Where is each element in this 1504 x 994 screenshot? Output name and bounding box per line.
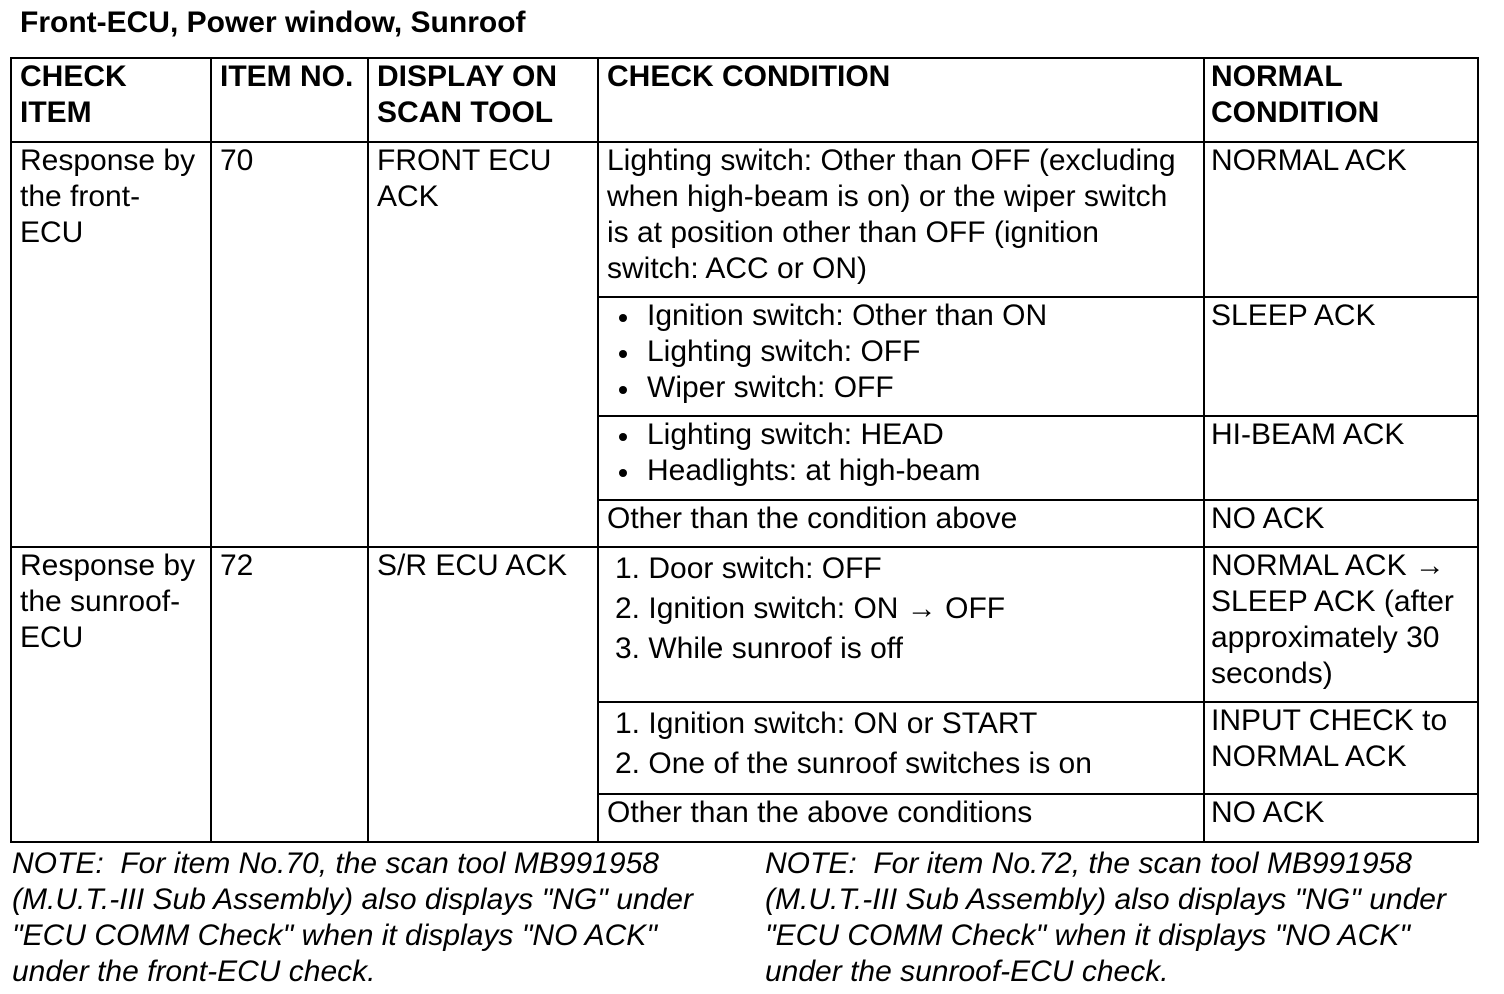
cell-text-line: NORMAL ACK	[1211, 740, 1407, 773]
condition-cell	[599, 298, 1203, 415]
cell-text-line: FRONT ECU	[377, 144, 552, 177]
cell-text-line: ACK	[377, 180, 439, 213]
header-check-condition	[599, 59, 1203, 141]
numbered-steps	[607, 548, 1195, 669]
header-text-line: ITEM NO.	[220, 60, 354, 93]
bullet-item	[607, 453, 1195, 489]
header-text-line: CHECK	[20, 60, 127, 93]
step-item: 1. Ignition switch: ON or START	[615, 707, 1038, 740]
step-item: 3. While sunroof is off	[615, 632, 903, 665]
bullet-text: Lighting switch: HEAD	[647, 418, 944, 451]
note-line: "ECU COMM Check" when it displays "NO ACK"	[12, 919, 657, 952]
cell-text-line: when high-beam is on) or the wiper switch	[607, 180, 1168, 213]
cell-text-line: approximately 30	[1211, 621, 1440, 654]
cell-text-line: SLEEP ACK (after	[1211, 585, 1454, 618]
bullet-item	[607, 334, 1195, 370]
display-cell	[369, 548, 597, 841]
note-line: "ECU COMM Check" when it displays "NO ACK"	[765, 919, 1410, 952]
note-line: (M.U.T.-III Sub Assembly) also displays "NG" under	[765, 883, 1446, 916]
header-text-line: CONDITION	[1211, 96, 1380, 129]
cell-text-line: NORMAL ACK	[1211, 144, 1407, 177]
cell-text-line: is at position other than OFF (ignition	[607, 216, 1099, 249]
header-text-line: NORMAL	[1211, 60, 1343, 93]
note-line: under the front-ECU check.	[12, 955, 376, 988]
normal-condition-cell	[1205, 795, 1477, 841]
bullet-text: Lighting switch: OFF	[647, 335, 921, 368]
header-text-line: DISPLAY ON	[377, 60, 558, 93]
normal-condition-cell	[1205, 501, 1477, 546]
bullet-item	[607, 370, 1195, 406]
item-no-cell	[212, 143, 367, 546]
condition-cell	[599, 501, 1203, 546]
header-text-line: CHECK CONDITION	[607, 60, 891, 93]
condition-cell	[599, 143, 1203, 296]
cell-text-line: Response by	[20, 144, 196, 177]
bullet-text: Headlights: at high-beam	[647, 454, 981, 487]
bullet-icon	[619, 386, 627, 394]
note-line: NOTE: For item No.72, the scan tool MB991958	[765, 847, 1412, 880]
note-line: under the sunroof-ECU check.	[765, 955, 1169, 988]
bullet-icon	[619, 469, 627, 477]
item-no-cell	[212, 548, 367, 841]
note-line: NOTE: For item No.70, the scan tool MB991958	[12, 847, 659, 880]
cell-text-line: 70	[220, 144, 254, 177]
bullet-icon	[619, 433, 627, 441]
bullet-item	[607, 417, 1195, 453]
header-text-line: ITEM	[20, 96, 92, 129]
check-table	[10, 57, 1479, 843]
cell-text-line: 72	[220, 549, 254, 582]
condition-cell	[599, 548, 1203, 701]
cell-text-line: HI-BEAM ACK	[1211, 418, 1405, 451]
page-title: Front-ECU, Power window, Sunroof	[20, 6, 526, 39]
cell-text-line: S/R ECU ACK	[377, 549, 568, 582]
cell-text-line: NO ACK	[1211, 796, 1325, 829]
note-front-ecu	[12, 846, 693, 990]
cell-text-line: Response by	[20, 549, 196, 582]
step-item: 2. Ignition switch: ON → OFF	[615, 592, 1006, 625]
normal-condition-cell	[1205, 703, 1477, 793]
check-item-cell	[12, 143, 210, 546]
header-normal-condition	[1205, 59, 1477, 141]
step-item: 2. One of the sunroof switches is on	[615, 747, 1092, 780]
display-cell	[369, 143, 597, 546]
bullet-text: Wiper switch: OFF	[647, 371, 894, 404]
cell-text-line: Lighting switch: Other than OFF (excluding	[607, 144, 1176, 177]
condition-cell	[599, 703, 1203, 793]
header-text-line: SCAN TOOL	[377, 96, 554, 129]
cell-text-line: INPUT CHECK to	[1211, 704, 1448, 737]
normal-condition-cell	[1205, 417, 1477, 499]
header-display-on-scan-tool	[369, 59, 597, 141]
note-line: (M.U.T.-III Sub Assembly) also displays "NG" under	[12, 883, 693, 916]
bullet-icon	[619, 350, 627, 358]
cell-text-line: ECU	[20, 621, 84, 654]
cell-text-line: switch: ACC or ON)	[607, 252, 868, 285]
cell-text-line: seconds)	[1211, 657, 1333, 690]
cell-text-line: Other than the condition above	[607, 502, 1018, 535]
cell-text-line: ECU	[20, 216, 84, 249]
normal-condition-cell	[1205, 143, 1477, 296]
bullet-icon	[619, 314, 627, 322]
cell-text-line: Other than the above conditions	[607, 796, 1033, 829]
cell-text-line: NO ACK	[1211, 502, 1325, 535]
condition-cell	[599, 417, 1203, 499]
cell-text-line: the front-	[20, 180, 141, 213]
cell-text-line: SLEEP ACK	[1211, 299, 1376, 332]
condition-cell	[599, 795, 1203, 841]
cell-text-line: NORMAL ACK →	[1211, 549, 1445, 582]
normal-condition-cell	[1205, 548, 1477, 701]
header-item-no	[212, 59, 367, 141]
cell-text-line: the sunroof-	[20, 585, 181, 618]
step-item: 1. Door switch: OFF	[615, 552, 882, 585]
bullet-text: Ignition switch: Other than ON	[647, 299, 1048, 332]
header-check-item	[12, 59, 210, 141]
note-sunroof-ecu	[765, 846, 1446, 990]
numbered-steps	[607, 703, 1195, 784]
check-item-cell	[12, 548, 210, 841]
normal-condition-cell	[1205, 298, 1477, 415]
bullet-item	[607, 298, 1195, 334]
